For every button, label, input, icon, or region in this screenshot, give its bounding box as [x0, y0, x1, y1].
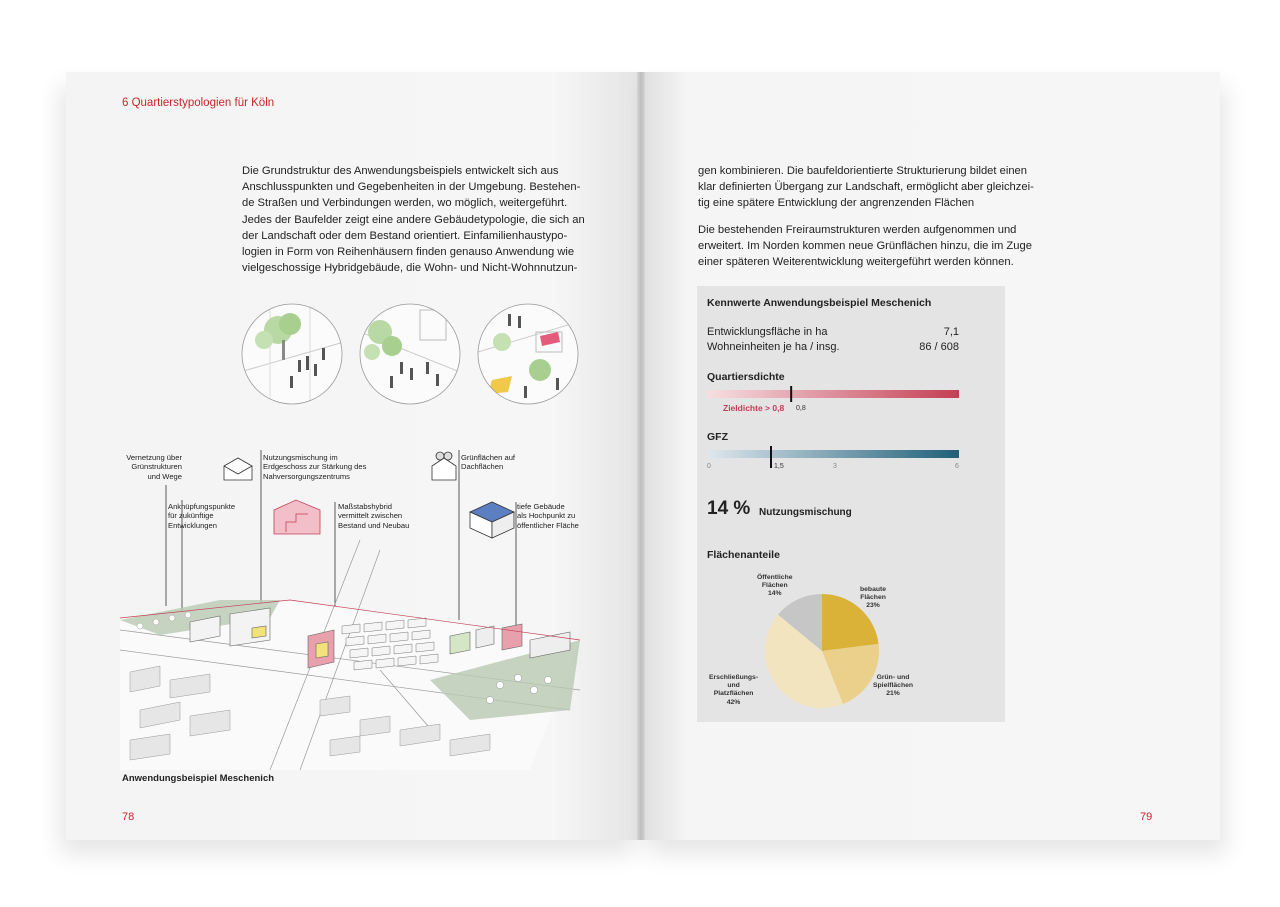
annotation-nutzungsmischung: Nutzungsmischung im Erdgeschoss zur Stärkung des Nahversorgungszentrums [263, 453, 367, 481]
quartiersdichte-gauge [707, 386, 962, 402]
mix-label: Nutzungsmischung [759, 507, 852, 518]
left-body-text: Die Grundstruktur des Anwendungsbeispiels entwickelt sich aus Anschlusspunkten und Gegebenheiten in der Umgebung. Bestehen- de Straßen und Verbindungen werden, wo möglich, weitergeführt. Jedes der Baufelder zeigt eine andere Gebäudetypologie, die sich an der Landschaft oder dem Bestand orientiert. Einfamilienhaustypo- logien in Form von Reihenhäusern finden genauso Anwendung wie vielgeschossige Hybridgebäude, die Wohn- und Nicht-Wohnnutzun- [242, 165, 585, 275]
figure-caption: Anwendungsbeispiel Meschenich [122, 773, 275, 784]
gfz-marker [770, 446, 772, 468]
quartiersdichte-marker-label: 0,8 [796, 405, 806, 412]
page-number-left: 78 [122, 811, 135, 823]
stair-block-icon [274, 500, 320, 534]
illustration-circles [240, 302, 580, 406]
street-scene-illustration-2 [360, 304, 460, 404]
pie-label-3: Öffentliche Flächen 14% [757, 574, 793, 598]
street-scene-illustration-3 [478, 304, 578, 404]
pie-label-1: Grün- und Spielflächen 21% [873, 674, 914, 698]
zieldichte-label: Zieldichte > 0,8 [723, 403, 785, 413]
gfz-tick-3: 3 [833, 463, 837, 470]
annotation-tiefe-gebaeude: tiefe Gebäude als Hochpunkt zu öffentlicher Fläche [517, 502, 579, 530]
street-scene-illustration-1 [240, 302, 344, 406]
quartiersdichte-marker [790, 386, 792, 402]
right-body-text-2: Die bestehenden Freiraumstrukturen werden aufgenommen und erweitert. Im Norden kommen neue Grünflächen hinzu, die im Zuge einer späteren Weiterentwicklung weitergeführt werden können. [698, 224, 1032, 269]
shares-title: Flächenanteile [707, 549, 780, 561]
gfz-tick-6: 6 [955, 463, 959, 470]
annotation-gruenflaechen: Grünflächen auf Dachflächen [461, 453, 516, 472]
right-body-text-1: gen kombinieren. Die baufeldorientierte Strukturierung bildet einen klar definierten Übergang zur Landschaft, ermöglicht aber gleichzei- tig eine spätere Entwicklung der angrenzenden Flächen [698, 165, 1034, 210]
roof-garden-icon [432, 452, 456, 480]
gfz-tick-0: 0 [707, 463, 711, 470]
page-number-right: 79 [1140, 811, 1153, 823]
pie-label-2: Erschließungs- und Platzflächen 42% [709, 674, 759, 706]
pie-label-0: bebaute Flächen 23% [860, 586, 887, 610]
axonometric-site-plan [120, 440, 590, 770]
row-wohneinheiten: Wohneinheiten je ha / insg. 86 / 608 [707, 341, 959, 353]
annotation-massstabshybrid: Maßstabshybrid vermittelt zwischen Bestand und Neubau [338, 502, 410, 530]
annotation-anknuepfung: Anknüpfungspunkte für zukünftige Entwicklungen [168, 502, 236, 530]
gfz-value-label: 1,5 [774, 463, 784, 470]
gfz-label: GFZ [707, 431, 728, 443]
key-figures-box [697, 286, 1005, 722]
tall-building-icon [470, 502, 514, 538]
book-gutter [637, 72, 645, 840]
house-icon [224, 458, 252, 480]
box-title: Kennwerte Anwendungsbeispiel Meschenich [707, 297, 932, 309]
annotation-vernetzung: Vernetzung über Grünstrukturen und Wege [126, 453, 182, 481]
chapter-heading: 6 Quartierstypologien für Köln [122, 97, 275, 109]
quartiersdichte-label: Quartiersdichte [707, 371, 785, 383]
row-entwicklungsflaeche: Entwicklungsfläche in ha 7,1 [707, 326, 959, 338]
mix-value: 14 % [707, 498, 751, 519]
